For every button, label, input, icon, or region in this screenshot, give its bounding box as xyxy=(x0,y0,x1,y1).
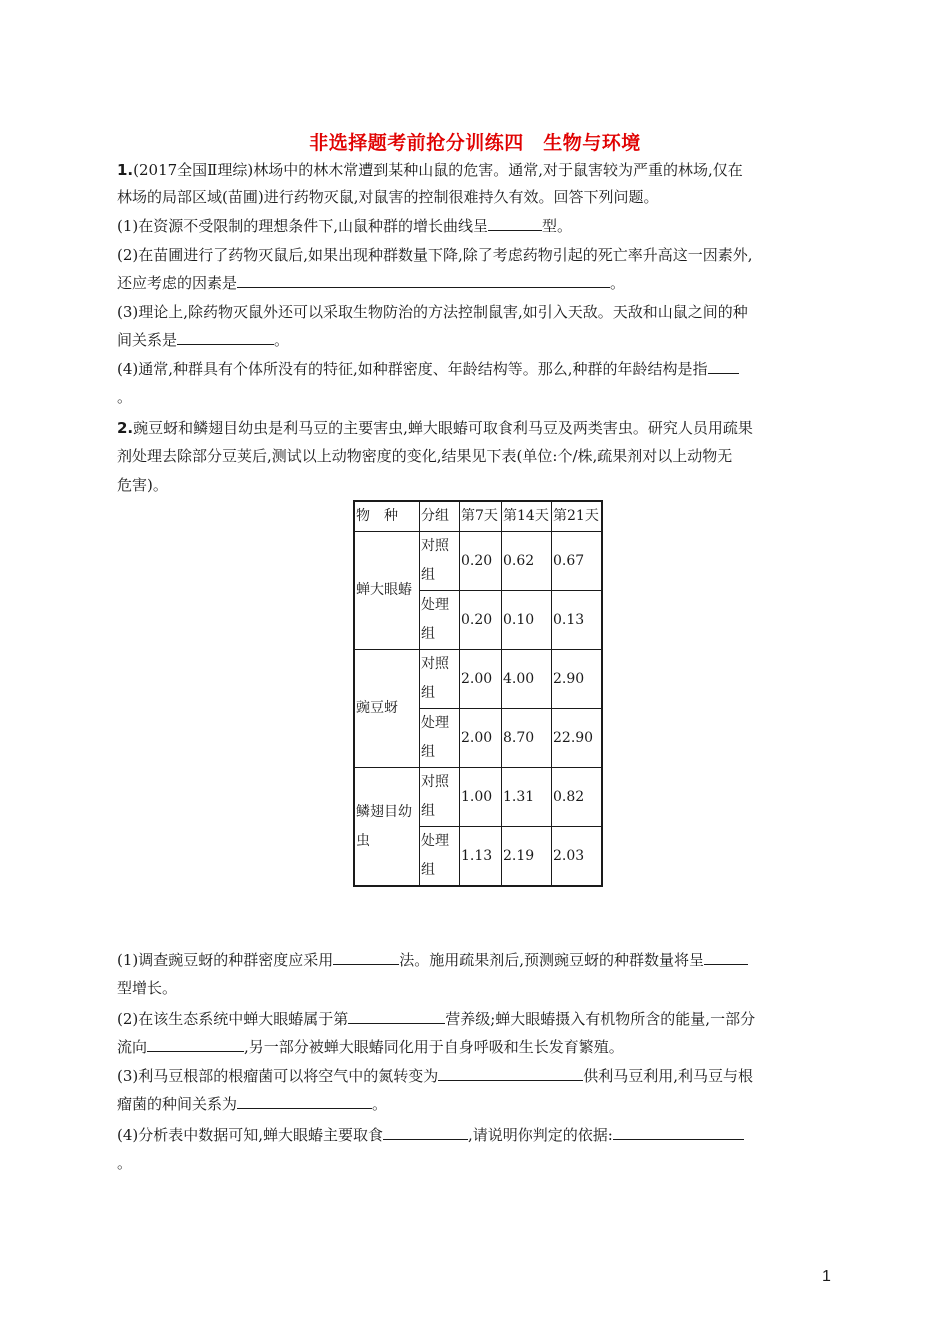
group-cell: 对照组 xyxy=(420,768,460,827)
q1-part4-text: (4)通常,种群具有个体所没有的特征,如种群密度、年龄结构等。那么,种群的年龄结构是指 xyxy=(117,360,708,378)
value-cell: 0.62 xyxy=(502,532,552,591)
value-cell: 2.00 xyxy=(460,709,502,768)
q2-stem-line1 xyxy=(117,418,753,438)
q2-part2-text2: 流向 xyxy=(117,1038,148,1056)
q2-part4-text: (4)分析表中数据可知,蝉大眼蝽主要取食 xyxy=(117,1126,384,1144)
q2-part1-line1 xyxy=(117,950,748,970)
q1-stem-line2: 林场的局部区域(苗圃)进行药物灭鼠,对鼠害的控制很难持久有效。回答下列问题。 xyxy=(117,188,659,206)
value-cell: 2.00 xyxy=(460,650,502,709)
page-number: 1 xyxy=(822,1268,831,1285)
header-day21: 第21天 xyxy=(552,501,603,532)
species-cell: 豌豆蚜 xyxy=(354,650,420,768)
q2-number: 2. xyxy=(117,419,134,437)
table-row xyxy=(354,650,602,709)
q1-blank2[interactable] xyxy=(237,273,610,288)
q2-stem-text1: 豌豆蚜和鳞翅目幼虫是利马豆的主要害虫,蝉大眼蝽可取食利马豆及两类害虫。研究人员用疏果 xyxy=(133,419,753,437)
q1-part1-tail: 型。 xyxy=(542,217,573,235)
q2-part3-mid: 供利马豆利用,利马豆与根 xyxy=(583,1067,754,1085)
q2-part1-text: (1)调查豌豆蚜的种群密度应采用 xyxy=(117,951,334,969)
q2-part3-line2 xyxy=(117,1094,387,1114)
q2-part2-text: (2)在该生态系统中蝉大眼蝽属于第 xyxy=(117,1010,349,1028)
header-group: 分组 xyxy=(420,501,460,532)
value-cell: 8.70 xyxy=(502,709,552,768)
group-cell: 处理组 xyxy=(420,827,460,887)
table-header-row xyxy=(354,501,602,532)
group-cell: 处理组 xyxy=(420,591,460,650)
q1-stem-text1: (2017全国Ⅱ理综)林场中的林木常遭到某种山鼠的危害。通常,对于鼠害较为严重的林场,仅在 xyxy=(133,161,743,179)
value-cell: 0.20 xyxy=(460,591,502,650)
value-cell: 22.90 xyxy=(552,709,603,768)
q1-stem-line1 xyxy=(117,160,743,180)
q2-part3-line1 xyxy=(117,1066,753,1086)
value-cell: 0.67 xyxy=(552,532,603,591)
value-cell: 0.13 xyxy=(552,591,603,650)
q2-part4-line2: 。 xyxy=(117,1154,133,1172)
q2-blank4[interactable] xyxy=(147,1037,244,1052)
value-cell: 2.03 xyxy=(552,827,603,887)
data-table xyxy=(353,500,603,887)
table-row xyxy=(354,768,602,827)
q1-blank3[interactable] xyxy=(177,330,274,345)
q2-stem-line2: 剂处理去除部分豆荚后,测试以上动物密度的变化,结果见下表(单位:个/株,疏果剂对以上动物无 xyxy=(117,447,733,465)
q1-part1 xyxy=(117,216,572,236)
q2-blank8[interactable] xyxy=(613,1125,744,1140)
q2-blank7[interactable] xyxy=(383,1125,468,1140)
value-cell: 0.82 xyxy=(552,768,603,827)
group-cell: 对照组 xyxy=(420,532,460,591)
value-cell: 1.31 xyxy=(502,768,552,827)
q1-part3-tail: 。 xyxy=(274,331,290,349)
q2-part3-text2: 瘤菌的种间关系为 xyxy=(117,1095,238,1113)
species-cell: 鳞翅目幼虫 xyxy=(354,768,420,887)
q1-part2-line1: (2)在苗圃进行了药物灭鼠后,如果出现种群数量下降,除了考虑药物引起的死亡率升高这一因素外, xyxy=(117,246,753,264)
q2-part2-tail: ,另一部分被蝉大眼蝽同化用于自身呼吸和生长发育繁殖。 xyxy=(244,1038,624,1056)
q1-blank1[interactable] xyxy=(488,216,542,231)
q1-part3-text: 间关系是 xyxy=(117,331,178,349)
q1-part1-text: (1)在资源不受限制的理想条件下,山鼠种群的增长曲线呈 xyxy=(117,217,489,235)
q2-part1-line2: 型增长。 xyxy=(117,979,178,997)
header-day7: 第7天 xyxy=(460,501,502,532)
q2-part4-line1 xyxy=(117,1125,744,1145)
value-cell: 2.90 xyxy=(552,650,603,709)
q2-blank1[interactable] xyxy=(333,950,399,965)
value-cell: 0.20 xyxy=(460,532,502,591)
value-cell: 0.10 xyxy=(502,591,552,650)
value-cell: 1.13 xyxy=(460,827,502,887)
species-cell: 蝉大眼蝽 xyxy=(354,532,420,650)
q1-part2-text: 还应考虑的因素是 xyxy=(117,274,238,292)
q2-part2-line2 xyxy=(117,1037,624,1057)
q2-part3-tail: 。 xyxy=(372,1095,388,1113)
q2-part1-mid: 法。施用疏果剂后,预测豌豆蚜的种群数量将呈 xyxy=(399,951,705,969)
q2-blank3[interactable] xyxy=(348,1009,445,1024)
header-species: 物 种 xyxy=(354,501,420,532)
q1-part3-line1: (3)理论上,除药物灭鼠外还可以采取生物防治的方法控制鼠害,如引入天敌。天敌和山鼠之间的种 xyxy=(117,303,748,321)
q1-blank4[interactable] xyxy=(708,359,739,374)
value-cell: 4.00 xyxy=(502,650,552,709)
q2-part3-text: (3)利马豆根部的根瘤菌可以将空气中的氮转变为 xyxy=(117,1067,439,1085)
q1-part2-tail: 。 xyxy=(610,274,626,292)
table-row xyxy=(354,532,602,591)
q2-blank2[interactable] xyxy=(704,950,748,965)
q1-part3-line2 xyxy=(117,330,289,350)
q2-stem-line3: 危害)。 xyxy=(117,476,168,494)
q2-part4-mid: ,请说明你判定的依据: xyxy=(468,1126,613,1144)
group-cell: 处理组 xyxy=(420,709,460,768)
q2-part2-mid: 营养级;蝉大眼蝽摄入有机物所含的能量,一部分 xyxy=(445,1010,756,1028)
value-cell: 2.19 xyxy=(502,827,552,887)
group-cell: 对照组 xyxy=(420,650,460,709)
q1-number: 1. xyxy=(117,161,134,179)
page-title: 非选择题考前抢分训练四 生物与环境 xyxy=(309,132,641,154)
q2-blank5[interactable] xyxy=(438,1066,583,1081)
q2-blank6[interactable] xyxy=(237,1094,372,1109)
q1-part4-line1 xyxy=(117,359,739,379)
header-day14: 第14天 xyxy=(502,501,552,532)
q1-part2-line2 xyxy=(117,273,625,293)
q2-part2-line1 xyxy=(117,1009,755,1029)
value-cell: 1.00 xyxy=(460,768,502,827)
q1-part4-line2: 。 xyxy=(117,388,133,406)
